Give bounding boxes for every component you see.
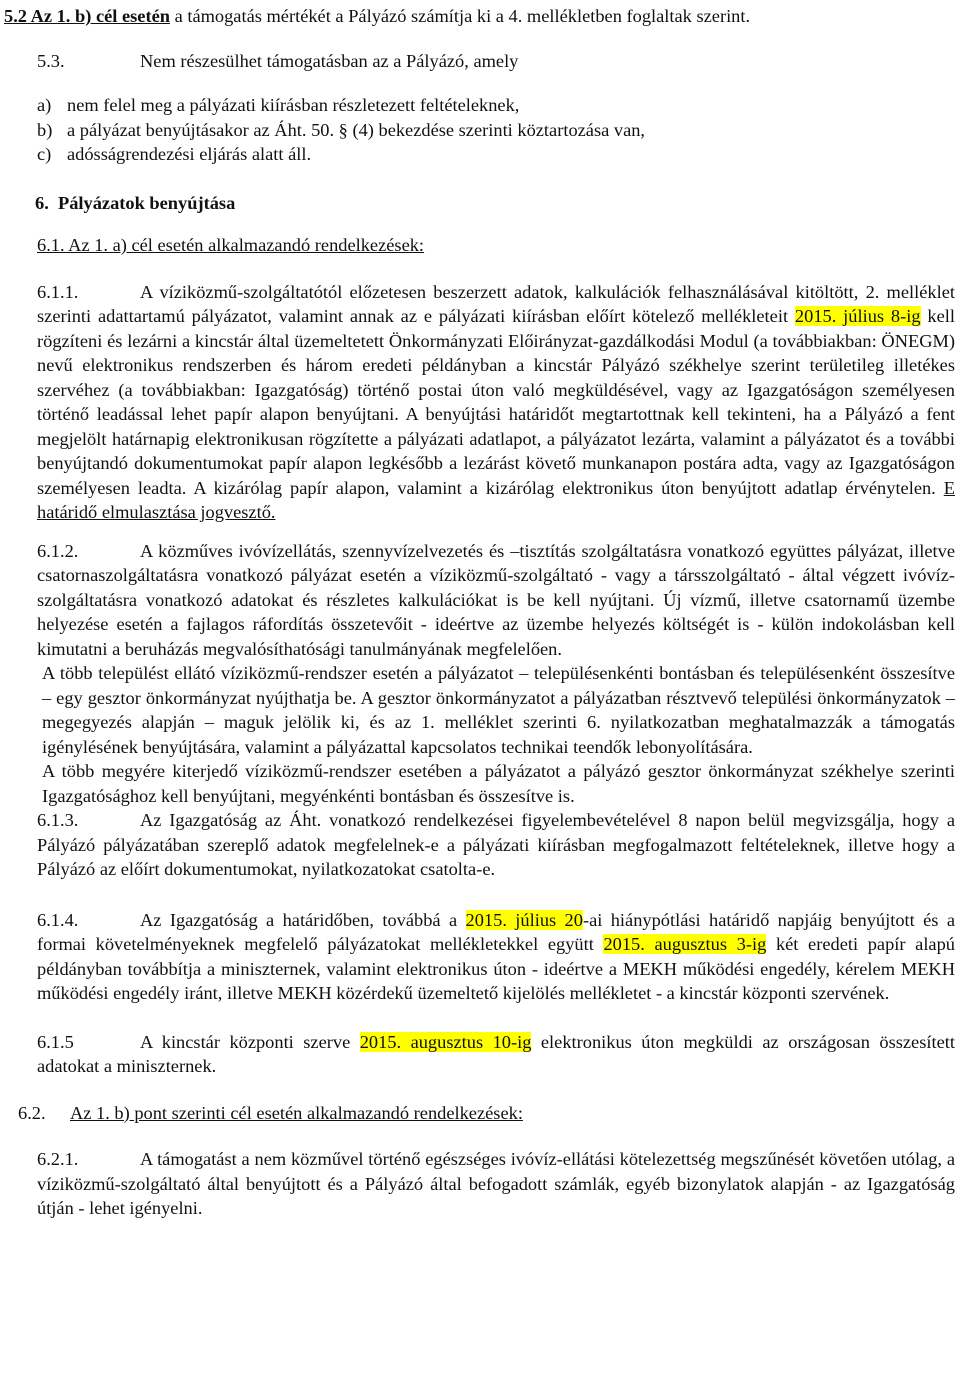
paragraph-6-1-4-num: 6.1.4. xyxy=(37,909,79,930)
paragraph-6-1-5 xyxy=(37,1030,955,1079)
section-6-2-heading xyxy=(18,1101,955,1126)
paragraph-6-1-1-text-b: kell rögzíteni és lezárni a kincstár által üzemeltetett Önkormányzati Előirányzat-gazdálkodási Modul (a továbbiakban: ÖNEGM) nevű elektronikus rendszerben és három eredeti példányban a kincstár Pályázó székhelye szerint területileg illetékes szervéhez (a továbbiakban: Igazgatóság) történő postai úton való megküldésével, vagy az Igazgatóságon személyesen történő leadással lehet papír alapon benyújtani. A benyújtási határidőt megtartottnak kell tekinteni, ha a Pályázó a fent megjelölt határnapig elektronikusan rögzítette a pályázati adatlapot, a pályázatot lezárta, valamint a pályázatot és a további benyújtandó dokumentumokat papír alapon legkésőbb a lezárást követő munkanapon postára adta, vagy az Igazgatóságon személyesen leadta. A kizárólag papír alapon, valamint a kizárólag elektronikus úton benyújtott adatlap érvénytelen. xyxy=(37,306,955,498)
paragraph-6-1-1-text-a: A víziközmű-szolgáltatótól előzetesen beszerzett adatok, kalkulációk felhasználásával kitöltött, 2. melléklet szerinti adattartamú pályázatot, valamint annak az e pályázati kiírásban előírt kötelező mellékleteit xyxy=(37,281,955,326)
paragraph-6-1-1-num: 6.1.1. xyxy=(37,281,79,302)
list-item xyxy=(37,118,955,143)
section-6-2-text: Az 1. b) pont szerinti cél esetén alkalmazandó rendelkezések: xyxy=(70,1102,523,1123)
section-5-2-lead: 5.2 Az 1. b) cél esetén xyxy=(4,6,170,26)
paragraph-6-2-1 xyxy=(37,1147,955,1221)
list-item-text: a pályázat benyújtásakor az Áht. 50. § (4) bekezdése szerinti köztartozása van, xyxy=(67,119,646,140)
deadline-highlight: 2015. augusztus 3-ig xyxy=(603,934,767,954)
paragraph-6-1-4 xyxy=(37,908,955,1006)
paragraph-6-1-2-text-a: A közműves ivóvízellátás, szennyvízelvezetés és –tisztítás szolgáltatásra vonatkozó együttes pályázat, illetve csatornaszolgáltatásra vonatkozó pályázat esetén a víziközmű-szolgáltató - vagy a társszolgáltató - által végzett ivóvíz-szolgáltatásra vonatkozó adatokat és részletes kalkulációkat is be kell nyújtani. Új vízmű, illetve csatornamű üzembe helyezése esetén a fajlagos ráfordítás összetevőit - ideértve az üzembe helyezés költségét is - külön indokolásban kell kimutatni a beruházás megvalósíthatósági tanulmányának megfelelően. xyxy=(37,540,955,659)
list-item xyxy=(37,93,955,118)
paragraph-6-1-3 xyxy=(37,808,955,882)
section-5-3-list xyxy=(37,93,955,167)
section-6-1-heading: 6.1. Az 1. a) cél esetén alkalmazandó rendelkezések: xyxy=(37,235,425,255)
deadline-warning: E határidő elmulasztása jogvesztő. xyxy=(37,477,955,522)
section-5-2-text: a támogatás mértékét a Pályázó számítja ki a 4. mellékletben foglaltak szerint. xyxy=(169,6,751,26)
section-5-3-num: 5.3. xyxy=(37,50,65,71)
paragraph-6-1-5-text-b: elektronikus úton megküldi az országosan összesített adatokat a miniszternek. xyxy=(37,1031,955,1076)
paragraph-6-2-1-num: 6.2.1. xyxy=(37,1149,79,1169)
list-item-label: a) xyxy=(37,95,52,115)
document-page xyxy=(4,4,955,1221)
deadline-highlight: 2015. július 20 xyxy=(465,909,583,930)
section-5-2 xyxy=(4,4,955,29)
paragraph-6-1-4-text-a: Az Igazgatóság a határidőben, továbbá a xyxy=(140,909,466,930)
section-6-heading: 6. Pályázatok benyújtása xyxy=(35,192,236,213)
paragraph-6-1-2-num: 6.1.2. xyxy=(37,540,79,561)
deadline-highlight: 2015. augusztus 10-ig xyxy=(359,1031,532,1052)
paragraph-6-1-5-text-a: A kincstár központi szerve xyxy=(140,1031,360,1052)
list-item-text: adósságrendezési eljárás alatt áll. xyxy=(67,144,312,164)
paragraph-6-1-2-b: A több települést ellátó víziközmű-rendszer esetén a pályázatot – településenkénti bontásban és településenként összesítve – egy gesztor önkormányzat nyújthatja be. A gesztor önkormányzatot a pályázatban résztvevő települési önkormányzatok – megegyezés alapján – maguk jelölik ki, és az 1. melléklet szerinti 6. nyilatkozatban meghatalmazzák a támogatás igénylésének benyújtására, valamint a pályázattal kapcsolatos technikai teendők lebonyolítására. xyxy=(42,663,955,757)
paragraph-6-1-4-text-c: két eredeti papír alapú példányban továbbítja a miniszternek, valamint elektronikus úton - ideértve a MEKH működési engedély, kérelem MEKH működési engedély iránt, illetve MEKH közérdekű üzemeltető kijelölés mellékletet - a kincstár központi szervének. xyxy=(37,934,955,1003)
paragraph-6-1-5-num: 6.1.5 xyxy=(37,1031,74,1052)
list-item-text: nem felel meg a pályázati kiírásban részletezett feltételeknek, xyxy=(67,95,520,115)
list-item-label: c) xyxy=(37,144,52,164)
paragraph-6-1-2-c: A több megyére kiterjedő víziközmű-rendszer esetében a pályázatot a pályázó gesztor önkormányzat székhelye szerinti Igazgatósághoz kell benyújtani, megyénkénti bontásban és összesítve is. xyxy=(42,761,955,806)
section-5-3-text: Nem részesülhet támogatásban az a Pályázó, amely xyxy=(140,50,519,71)
section-6-2-num: 6.2. xyxy=(18,1102,46,1123)
paragraph-6-1-4-text-b: -ai hiánypótlási határidő napjáig benyújtott és a formai követelményeknek megfelelő pályázatokat mellékletekkel együtt xyxy=(37,909,955,954)
paragraph-6-1-1 xyxy=(37,280,955,525)
paragraph-6-2-1-text: A támogatást a nem közművel történő egészséges ivóvíz-ellátási kötelezettség megszűnését követően utólag, a víziközmű-szolgáltató által benyújtott és a Pályázó által befogadott számlák, egyéb bizonylatok alapján - az Igazgatóság útján - lehet igényelni. xyxy=(37,1149,955,1218)
section-5-3 xyxy=(37,49,955,74)
paragraph-6-1-3-text: Az Igazgatóság az Áht. vonatkozó rendelkezései figyelembevételével 8 napon belül megvizsgálja, hogy a Pályázó pályázatában szereplő adatok megfelelnek-e a pályázati kiírásban megfogalmazott feltételeknek, illetve hogy a Pályázó az előírt dokumentumokat, nyilatkozatokat csatolta-e. xyxy=(37,810,955,879)
deadline-highlight: 2015. július 8-ig xyxy=(794,306,921,326)
paragraph-6-1-3-num: 6.1.3. xyxy=(37,810,79,830)
paragraph-6-1-2 xyxy=(37,539,955,662)
list-item xyxy=(37,142,955,167)
list-item-label: b) xyxy=(37,119,53,140)
